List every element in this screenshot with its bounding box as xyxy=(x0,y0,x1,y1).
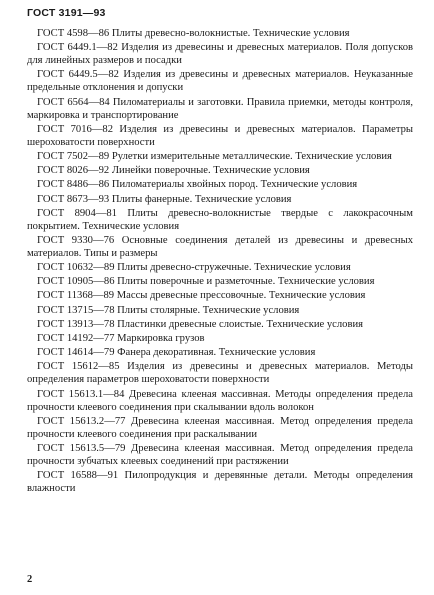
reference-item: ГОСТ 13913—78 Пластинки древесные слоистые. Технические условия xyxy=(37,318,364,330)
reference-item: ГОСТ 14614—79 Фанера декоративная. Технические условия xyxy=(37,347,316,359)
reference-item: ГОСТ 8026—92 Линейки поверочные. Технические условия xyxy=(37,165,310,177)
reference-item: ГОСТ 6449.5—82 Изделия из древесины и древесных материалов. Неуказанные предельные отклонения и допуски xyxy=(27,69,413,94)
running-header: ГОСТ 3191—93 xyxy=(27,7,106,19)
page-number: 2 xyxy=(27,574,33,585)
reference-item: ГОСТ 16588—91 Пилопродукция и деревянные детали. Методы определения влажности xyxy=(27,470,413,495)
reference-item: ГОСТ 6449.1—82 Изделия из древесины и древесных материалов. Поля допусков для линейных размеров и посадки xyxy=(27,42,413,67)
reference-item: ГОСТ 9330—76 Основные соединения деталей из древесины и древесных материалов. Типы и размеры xyxy=(27,234,413,259)
reference-item: ГОСТ 10905—86 Плиты поверочные и разметочные. Технические условия xyxy=(37,276,375,288)
reference-item: ГОСТ 15612—85 Изделия из древесины и древесных материалов. Методы определения параметров шероховатости поверхности xyxy=(27,361,413,386)
reference-item: ГОСТ 15613.5—79 Древесина клееная массивная. Метод определения предела прочности зубчатых клеевых соединений при растяжении xyxy=(27,442,413,467)
reference-item: ГОСТ 15613.1—84 Древесина клееная массивная. Методы определения предела прочности клеевого соединения при скалывании вдоль волокон xyxy=(27,388,413,413)
reference-item: ГОСТ 6564—84 Пиломатериалы и заготовки. Правила приемки, методы контроля, маркировка и транспортирование xyxy=(27,96,413,121)
reference-item: ГОСТ 10632—89 Плиты древесно-стружечные. Технические условия xyxy=(37,262,351,274)
reference-item: ГОСТ 4598—86 Плиты древесно-волокнистые. Технические условия xyxy=(37,28,350,39)
normative-references-list xyxy=(27,27,413,496)
reference-item: ГОСТ 15613.2—77 Древесина клееная массивная. Метод определения предела прочности клеевого соединения при раскалывании xyxy=(27,415,413,440)
reference-item: ГОСТ 14192—77 Маркировка грузов xyxy=(37,333,205,344)
reference-item: ГОСТ 7016—82 Изделия из древесины и древесных материалов. Параметры шероховатости поверхности xyxy=(27,123,413,148)
reference-item: ГОСТ 13715—78 Плиты столярные. Технические условия xyxy=(37,304,300,316)
reference-item: ГОСТ 11368—89 Массы древесные прессовочные. Технические условия xyxy=(37,290,366,302)
reference-item: ГОСТ 8904—81 Плиты древесно-волокнистые твердые с лакокрасочным покрытием. Технические условия xyxy=(27,207,413,232)
reference-item: ГОСТ 8673—93 Плиты фанерные. Технические условия xyxy=(37,193,292,205)
reference-item: ГОСТ 7502—89 Рулетки измерительные металлические. Технические условия xyxy=(37,150,392,162)
reference-item: ГОСТ 8486—86 Пиломатериалы хвойных пород. Технические условия xyxy=(37,179,358,191)
